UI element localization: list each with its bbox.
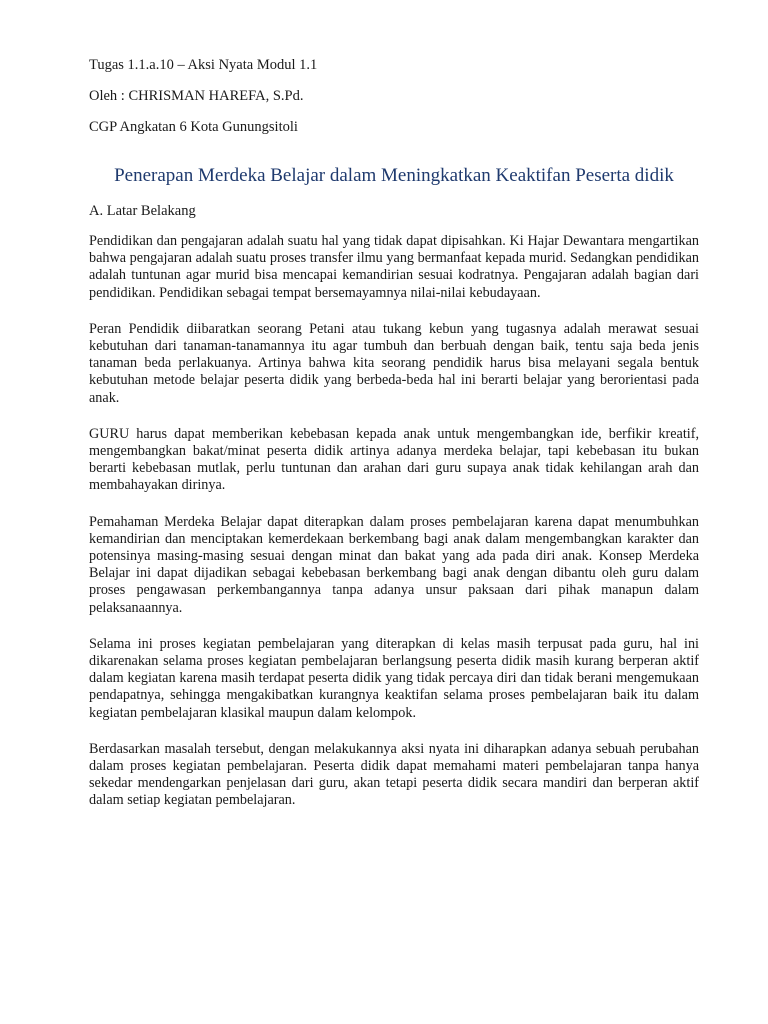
assignment-line: Tugas 1.1.a.10 – Aksi Nyata Modul 1.1 <box>89 57 318 73</box>
paragraph-2: Peran Pendidik diibaratkan seorang Petani atau tukang kebun yang tugasnya adalah merawat sesuai kebutuhan dari tanaman-tanamannya itu agar tumbuh dan berbuah dengan baik, tentu saja beda jenis tanaman beda perlakuanya. Artinya bahwa kita seorang pendidik harus bisa melayani segala bentuk kebutuhan metode belajar peserta didik yang berbeda-beda hal ini berarti belajar yang berorientasi pada anak. <box>89 320 699 406</box>
author-line: Oleh : CHRISMAN HAREFA, S.Pd. <box>89 88 304 104</box>
paragraph-5: Selama ini proses kegiatan pembelajaran yang diterapkan di kelas masih terpusat pada guru, hal ini dikarenakan selama proses kegiatan pembelajaran berlangsung peserta didik masih kurang berperan aktif dalam kegiatan karena masih terdapat peserta didik yang tidak percaya diri dan tidak berani mengemukaan pendapatnya, sehingga mengakibatkan kurangnya keaktifan selama proses pembelajaran baik itu dalam kegiatan pembelajaran klasikal maupun dalam kelompok. <box>89 635 699 721</box>
paragraph-6: Berdasarkan masalah tersebut, dengan melakukannya aksi nyata ini diharapkan adanya sebuah perubahan dalam proses kegiatan pembelajaran. Peserta didik dapat memahami materi pembelajaran tanpa hanya sekedar mendengarkan penjelasan dari guru, akan tetapi peserta didik secara mandiri dan berperan aktif dalam setiap kegiatan pembelajaran. <box>89 740 699 809</box>
paragraph-3: GURU harus dapat memberikan kebebasan kepada anak untuk mengembangkan ide, berfikir kreatif, mengembangkan bakat/minat peserta didik artinya adanya merdeka belajar, tapi kebebasan itu bukan berarti kebebasan mutlak, perlu tuntunan dan arahan dari guru supaya anak tidak kehilangan arah dan membahayakan dirinya. <box>89 425 699 494</box>
document-page <box>89 56 699 829</box>
paragraph-1: Pendidikan dan pengajaran adalah suatu hal yang tidak dapat dipisahkan. Ki Hajar Dewantara mengartikan bahwa pengajaran adalah suatu proses transfer ilmu yang bermanfaat kepada murid. Sedangkan pendidikan adalah tuntunan agar murid bisa mencapai kemandirian sesuai kodratnya. Pengajaran adalah bagian dari pendidikan. Pendidikan sebagai tempat bersemayamnya nilai-nilai kebudayaan. <box>89 233 699 301</box>
paragraph-4: Pemahaman Merdeka Belajar dapat diterapkan dalam proses pembelajaran karena dapat menumbuhkan kemandirian dan menciptakan kemerdekaan berkembang bagi anak dalam mengembangkan karakter dan potensinya masing-masing sesuai dengan minat dan bakat yang ada pada diri anak. Konsep Merdeka Belajar ini dapat dijadikan sebagai kebebasan berkembang bagi anak dengan dibantu oleh guru dalam proses pengawasan perkembangannya tanpa adanya unsur paksaan dari pihak manapun dalam pelaksanaannya. <box>89 513 699 616</box>
cohort-line: CGP Angkatan 6 Kota Gunungsitoli <box>89 119 298 135</box>
document-title: Penerapan Merdeka Belajar dalam Meningkatkan Keaktifan Peserta didik <box>114 165 674 186</box>
section-heading: A. Latar Belakang <box>89 203 196 219</box>
